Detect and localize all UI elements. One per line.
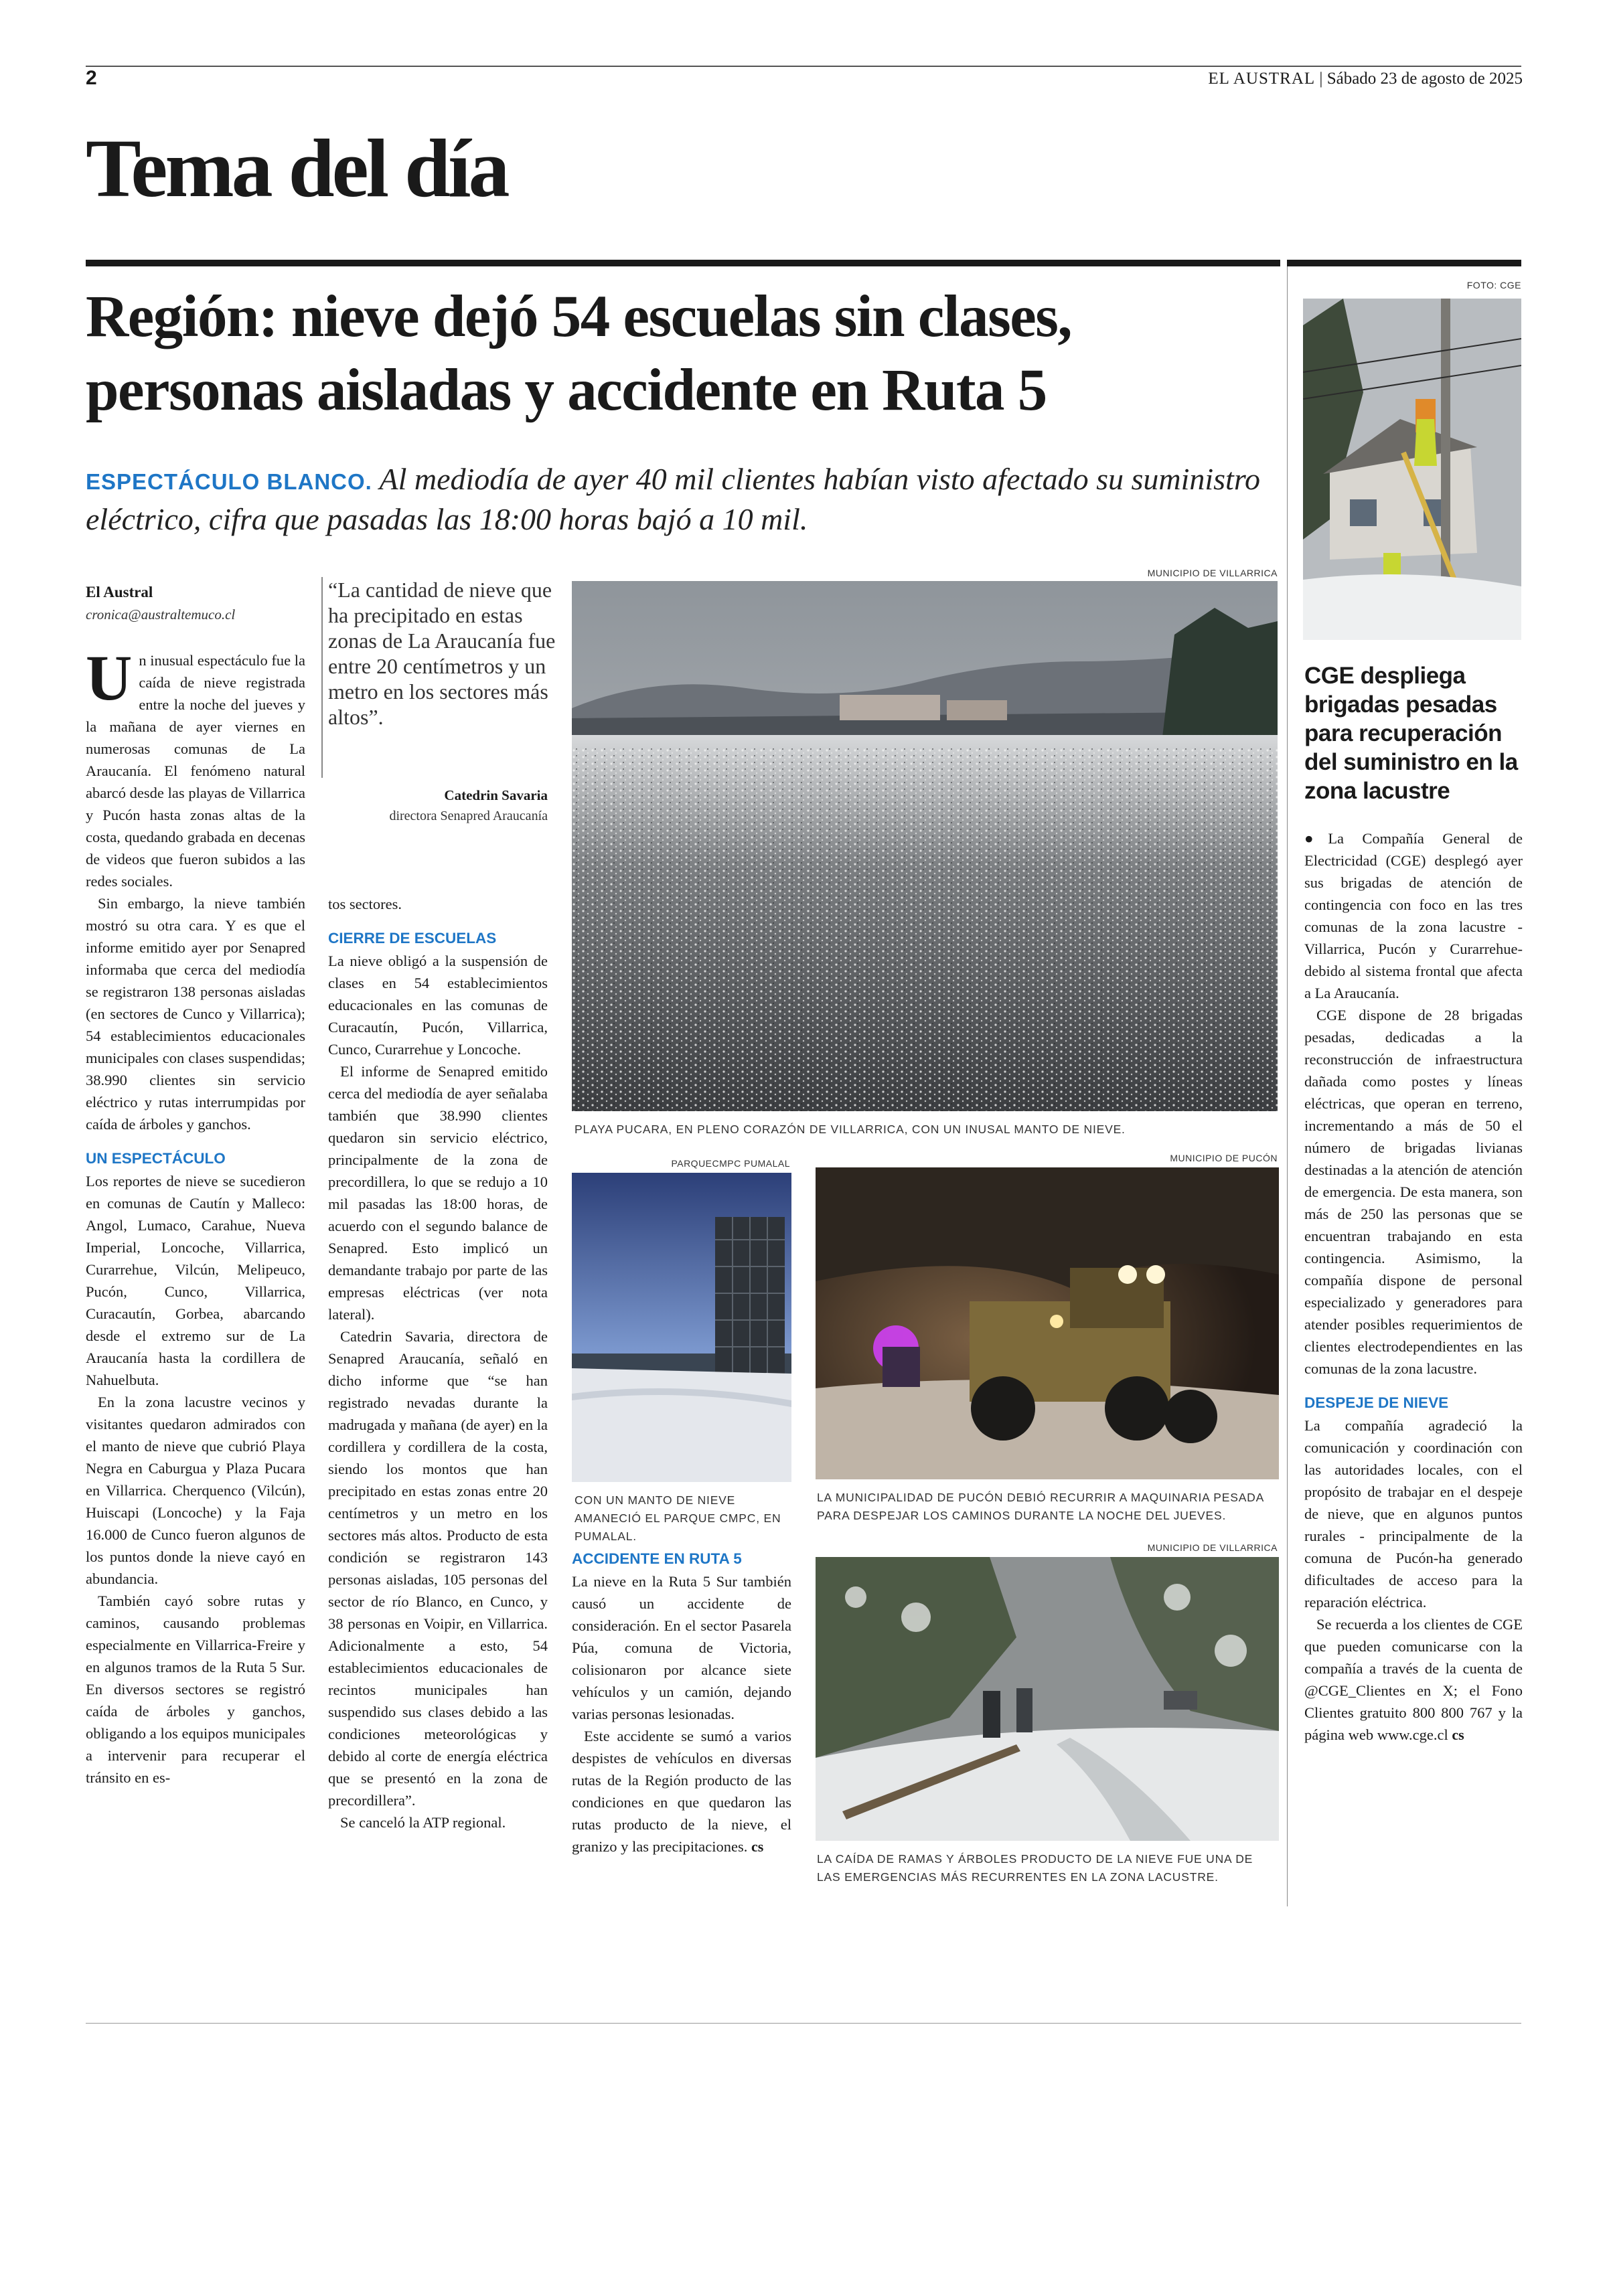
- article-paragraph: En la zona lacustre vecinos y visitantes quedaron admirados con el manto de nieve que cubrió Playa Negra en Caburgua y Plaza Pucara en Villarrica. Cherquenco (Vilcún), Huiscapi (Loncoche) y la Faja 16.000 de Cunco fueron algunos de los puntos donde la nieve cayó en abundancia.: [86, 1394, 305, 1587]
- sidebar-paragraph: CGE dispone de 28 brigadas pesadas, dedicadas a la reconstrucción de infraestructura dañada como postes y líneas eléctricas, que operan en terreno, incrementando a más de 50 el número de brigadas livianas destinadas a la atención de atención de emergencia. De esta manera, son más de 250 las personas que se encuentran trabajando en esta contingencia. Asimismo, la compañía dispone de personal especializado y generadores para atender posibles requerimientos de clientes electrodependientes en las comunas de la zona lacustre.: [1304, 1007, 1523, 1377]
- article-paragraph: Sin embargo, la nieve también mostró su otra cara. Y es que el informe emitido ayer por Senapred informaba que cerca del mediodía se registraron 138 personas aisladas (en sectores de Cunco y Villarrica); 54 establecimientos educacionales municipales con clases suspendidas; 38.990 clientes sin servicio eléctrico y rutas interrumpidas por caída de árboles y ganchos.: [86, 895, 305, 1133]
- bottom-rule: [86, 2023, 1521, 2024]
- article-paragraph: La nieve obligó a la suspensión de clases en 54 establecimientos educacionales en las comunas de Curacautín, Pucón, Villarrica, Cunco, Curarrehue y Loncoche.: [328, 953, 548, 1058]
- section-title: Tema del día: [86, 122, 508, 214]
- end-mark: cs: [751, 1838, 764, 1855]
- article-paragraph: El informe de Senapred emitido cerca del mediodía de ayer señalaba también que 38.990 clientes quedaron sin servicio eléctrico, principalmente de la zona de precordillera, lo que se redujo a 10 mil pasadas las 18:00 horas, de acuerdo con el segundo balance de Senapred. Esto implicó un demandante trabajo por parte de las empresas eléctricas (ver nota lateral).: [328, 1063, 548, 1323]
- paragraph-text: Este accidente se sumó a varios despistes de vehículos en diversas rutas de la Región producto de las condiciones en que quedaron las rutas producto de la nieve, el granizo y las precipitaciones.: [572, 1728, 791, 1855]
- photo-credit-sidebar: FOTO: CGE: [1466, 280, 1521, 291]
- photo-credit-grader: MUNICIPIO DE PUCÓN: [1170, 1153, 1278, 1163]
- paragraph-text: La Compañía General de Electricidad (CGE) desplegó ayer sus brigadas de atención de contingencia con foco en las tres comunas de la zona lacustre -Villarrica, Pucón y Curarrehue- debido al sistema frontal que afecta a La Araucanía.: [1304, 830, 1523, 1001]
- bullet-icon: ●: [1304, 830, 1328, 847]
- paragraph-text: n inusual espectáculo fue la caída de nieve registrada entre la noche del jueves y la mañana de ayer viernes en numerosas comunas de La Araucanía. El fenómeno natural abarcó desde las playas de Villarrica y Pucón hasta zonas altas de la costa, quedando grabada en decenas de videos que fueron subidos a las redes sociales.: [86, 652, 305, 890]
- photo-credit-main: MUNICIPIO DE VILLARRICA: [1147, 568, 1278, 578]
- subheading-despeje-de-nieve: DESPEJE DE NIEVE: [1304, 1394, 1449, 1411]
- photo-caption-main: PLAYA PUCARA, EN PLENO CORAZÓN DE VILLARRICA, CON UN INUSAL MANTO DE NIEVE.: [575, 1123, 1126, 1136]
- top-rule: [86, 66, 1521, 67]
- sidebar-paragraph: La compañía agradeció la comunicación y coordinación con las autoridades locales, con el propósito de trabajar en el despeje de nieve, que en algunos puntos rurales - principalmente de la comuna de Pucón-ha generado dificultades de acceso para la reparación eléctrica.: [1304, 1417, 1523, 1611]
- article-column-2: [328, 893, 548, 1910]
- byline: El Austral: [86, 584, 153, 600]
- photo-caption-grader: LA MUNICIPALIDAD DE PUCÓN DEBIÓ RECURRIR A MAQUINARIA PESADA PARA DESPEJAR LOS CAMINOS DURANTE LA NOCHE DEL JUEVES.: [817, 1491, 1264, 1522]
- photo-playa-pucara: [572, 581, 1278, 1111]
- subheading-un-espectaculo: UN ESPECTÁCULO: [86, 1150, 226, 1167]
- article-column-1: [86, 642, 305, 1908]
- quote-attribution-name: Catedrin Savaria: [444, 787, 548, 803]
- photo-cge-brigada: [1303, 299, 1521, 640]
- photo-parque-cmpc: [572, 1173, 791, 1482]
- photo-credit-tower: PARQUECMPC PUMALAL: [671, 1158, 790, 1169]
- photo-caption-tower: CON UN MANTO DE NIEVE AMANECIÓ EL PARQUE CMPC, EN PUMALAL.: [575, 1493, 781, 1543]
- sidebar-divider: [1287, 266, 1288, 1906]
- article-paragraph: Se canceló la ATP regional.: [340, 1814, 506, 1831]
- article-paragraph: La nieve en la Ruta 5 Sur también causó un accidente de consideración. En el sector Pasarela Púa, comuna de Victoria, colisionaron por alcance siete vehículos y un camión, dejando varias personas lesionadas.: [572, 1573, 791, 1722]
- article-paragraph: [572, 1725, 791, 1858]
- sidebar-paragraph: [1304, 827, 1523, 1004]
- folio-separator: |: [1319, 70, 1327, 88]
- sidebar-column: [1304, 827, 1523, 1912]
- deck-kicker: ESPECTÁCULO BLANCO.: [86, 469, 372, 494]
- byline-email[interactable]: cronica@australtemuco.cl: [86, 606, 236, 623]
- folio: [1208, 70, 1523, 88]
- article-headline: Región: nieve dejó 54 escuelas sin clases, personas aisladas y accidente en Ruta 5: [86, 284, 1072, 423]
- drop-cap: U: [86, 642, 133, 714]
- publication-name: EL AUSTRAL: [1208, 70, 1316, 88]
- article-deck: [86, 459, 1304, 540]
- photo-caption-trees: LA CAÍDA DE RAMAS Y ÁRBOLES PRODUCTO DE LA NIEVE FUE UNA DE LAS EMERGENCIAS MÁS RECURRENTES EN LA ZONA LACUSTRE.: [817, 1852, 1253, 1884]
- sidebar-thick-rule: [1287, 260, 1521, 266]
- article-paragraph: También cayó sobre rutas y caminos, causando problemas especialmente en Villarrica-Freire y en algunos tramos de la Ruta 5 Sur. En diversos sectores se registró caída de árboles y ganchos, obligando a los equipos municipales a intervenir para recuperar el tránsito en es-: [86, 1592, 305, 1786]
- end-mark: cs: [1452, 1726, 1464, 1743]
- paragraph-text: Se recuerda a los clientes de CGE que pueden comunicarse con la compañía a través de la cuenta de @CGE_Clientes en X; el Fono Clientes gratuito 800 800 767 y la página web www.cge.cl: [1304, 1616, 1523, 1743]
- pull-quote: “La cantidad de nieve que ha precipitado en estas zonas de La Araucanía fue entre 20 centímetros y un metro en los sectores más altos”.: [328, 578, 556, 729]
- article-paragraph: [86, 642, 305, 892]
- page-number: 2: [86, 67, 97, 89]
- article-column-3: [572, 1548, 791, 1909]
- photo-pucon-maquinaria: [816, 1167, 1279, 1479]
- article-paragraph: Catedrin Savaria, directora de Senapred Araucanía, señaló en dicho informe que “se han registrado nevadas durante la madrugada y mañana (de ayer) en la cordillera y cordillera de la costa, siendo los montos que han precipitado en estas zonas entre 20 centímetros y un metro en los sectores más altos. Producto de esta condición se registraron 143 personas aisladas, 105 personas del sector de río Blanco, en Cunco, y 38 personas en Voipir, en Villarrica. Adicionalmente a esto, 54 establecimientos educacionales de recintos municipales han suspendido sus clases debido a las condiciones meteorológicas y debido al corte de energía eléctrica que se presentó en la zona de precordillera”.: [328, 1328, 548, 1809]
- quote-rule: [321, 577, 323, 778]
- subheading-accidente-ruta-5: ACCIDENTE EN RUTA 5: [572, 1550, 742, 1567]
- sidebar-paragraph: [1304, 1613, 1523, 1746]
- headline-thick-rule: [86, 260, 1280, 266]
- subheading-cierre-de-escuelas: CIERRE DE ESCUELAS: [328, 930, 497, 947]
- photo-credit-trees: MUNICIPIO DE VILLARRICA: [1147, 1542, 1278, 1553]
- publication-date: Sábado 23 de agosto de 2025: [1326, 70, 1523, 88]
- sidebar-headline: CGE despliega brigadas pesadas para recuperación del suministro en la zona lacustre: [1304, 663, 1518, 804]
- quote-attribution-role: directora Senapred Araucanía: [389, 809, 548, 823]
- article-paragraph: tos sectores.: [328, 896, 402, 912]
- photo-caida-arboles: [816, 1557, 1279, 1841]
- article-paragraph: Los reportes de nieve se sucedieron en comunas de Cautín y Malleco: Angol, Lumaco, Carahue, Nueva Imperial, Loncoche, Villarrica, Curarrehue, Vilcún, Melipeuco, Pucón, Cunco, Villarrica, Curacautín, Gorbea, abarcando desde el extremo sur de La Araucanía hasta la cordillera de Nahuelbuta.: [86, 1173, 305, 1388]
- deck-text: Al mediodía de ayer 40 mil clientes habían visto afectado su suministro eléctrico, cifra que pasadas las 18:00 horas bajó a 10 mil.: [86, 462, 1261, 536]
